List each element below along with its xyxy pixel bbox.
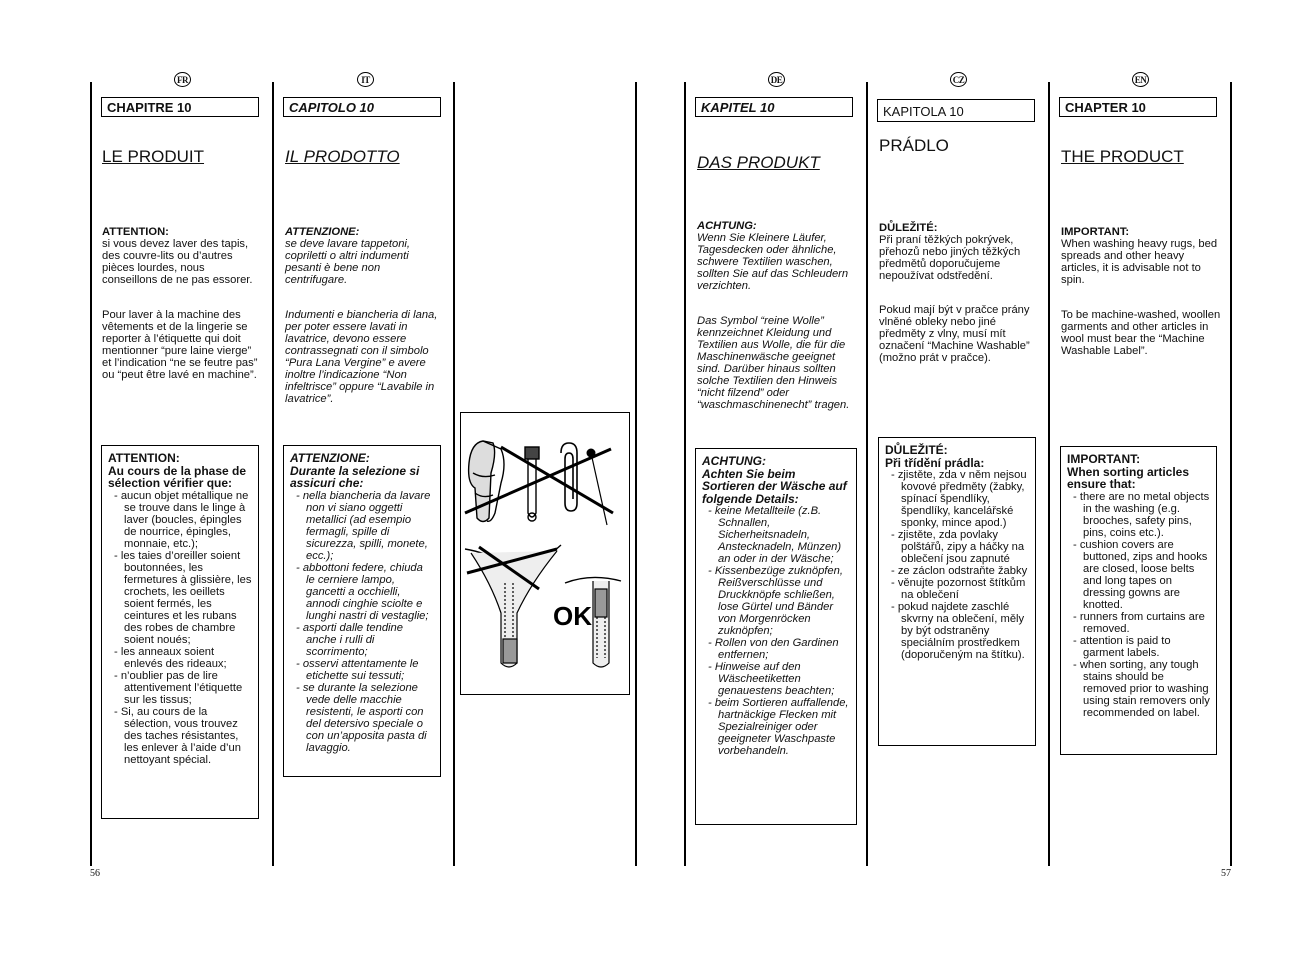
box-heading: ATTENZIONE: Durante la selezione si assicuri che: [290, 451, 420, 490]
sorting-warning-box [878, 437, 1036, 746]
column-divider [272, 82, 274, 866]
sorting-illustration [460, 412, 630, 695]
list-item: - zjistěte, zda v něm nejsou kovové předměty (žabky, spínací špendlíky, špendlíky, kancelářské sponky, mince apod.) [891, 469, 1027, 529]
chapter-heading: CHAPTER 10 [1059, 97, 1217, 117]
column-divider [635, 82, 637, 866]
wool-paragraph [102, 309, 262, 381]
sorting-warning-box [1060, 446, 1217, 755]
wool-text: Pour laver à la machine des vêtements et de la lingerie se reporter à l’étiquette qui doit mentionner “pure laine vierge” et l’indication “ne se feutre pas” ou “peut être lavé en machine”. [102, 309, 258, 381]
checklist [702, 505, 850, 757]
checklist [108, 490, 252, 766]
checklist [885, 469, 1029, 661]
chapter-heading: CHAPITRE 10 [101, 97, 259, 117]
list-item: - when sorting, any tough stains should be removed prior to washing using stain removers only recommended on label. [1073, 658, 1210, 719]
attention-text: Při praní těžkých pokrývek, přehozů nebo jiných těžkých předmětů doporučujeme nepoužívat odstředění. [879, 234, 1021, 282]
column-divider [90, 82, 92, 866]
checklist [1067, 491, 1210, 719]
language-badge-cz: CZ [950, 72, 967, 87]
column-divider [866, 82, 868, 866]
list-item: - attention is paid to garment labels. [1073, 634, 1171, 659]
attention-heading: ACHTUNG: [697, 220, 757, 232]
wool-text: To be machine-washed, woollen garments and other articles in wool must bear the “Machine Washable Label”. [1061, 309, 1221, 357]
wool-text: Das Symbol “reine Wolle” kennzeichnet Kleidung und Textilien aus Wolle, die für die Maschinenwäsche geeignet sind. Darüber hinaus sollten solche Textilien den Hinweis “nicht filzend” oder “waschmaschinenecht” tragen. [697, 315, 850, 411]
attention-text: When washing heavy rugs, bed spreads and other heavy articles, it is advisable not to spin. [1061, 238, 1218, 286]
column-divider [1048, 82, 1050, 866]
section-title: LE PRODUIT [102, 147, 205, 166]
list-item: - aucun objet métallique ne se trouve dans le linge à laver (boucles, épingles de nourrice, épingles, monnaie, etc.); [114, 489, 249, 550]
section-title: DAS PRODUKT [697, 153, 820, 172]
section-title: PRÁDLO [879, 136, 949, 155]
wool-paragraph [1061, 309, 1223, 357]
open-zipper-icon [465, 545, 561, 667]
metal-objects-illustration [461, 413, 629, 694]
attention-note [697, 220, 857, 292]
list-item: - beim Sortieren auffallende, hartnäckige Flecken mit Spezialreiniger oder geeigneter Waschpaste vorbehandeln. [708, 697, 849, 757]
list-item: - Kissenbezüge zuknöpfen, Reißverschlüsse und Druckknöpfe schließen, lose Gürtel und Bänder von Morgenröcken zuknöpfen; [708, 565, 843, 637]
attention-heading: ATTENTION: [102, 226, 169, 238]
attention-text: Wenn Sie Kleinere Läufer, Tagesdecken oder ähnliche, schwere Textilien waschen, sollten Sie auf das Schleudern verzichten. [697, 232, 849, 292]
checklist [290, 490, 434, 754]
box-heading: ACHTUNG: Achten Sie beim Sortieren der Wäsche auf folgende Details: [702, 454, 847, 506]
list-item: - asporti dalle tendine anche i rulli di scorrimento; [296, 621, 403, 658]
chapter-heading: KAPITOLA 10 [877, 99, 1035, 122]
attention-note [1061, 226, 1223, 286]
language-badge-it: IT [357, 72, 374, 87]
attention-heading: IMPORTANT: [1061, 226, 1130, 238]
ok-label: OK [553, 601, 592, 631]
paper-clip-icon [561, 443, 577, 511]
page-number-left: 56 [90, 868, 100, 879]
attention-note [879, 222, 1041, 282]
attention-heading: DŮLEŽITÉ: [879, 222, 938, 234]
list-item: - ze záclon odstraňte žabky [891, 565, 1028, 577]
list-item: - n’oublier pas de lire attentivement l’étiquette sur les tissus; [114, 669, 243, 706]
wool-paragraph [879, 304, 1039, 364]
list-item: - there are no metal objects in the washing (e.g. brooches, safety pins, pins, coins etc.). [1073, 490, 1210, 539]
list-item: - osservi attentamente le etichette sui tessuti; [296, 657, 419, 682]
list-item: - Hinweise auf den Wäscheetiketten genauestens beachten; [708, 661, 835, 697]
sorting-warning-box [695, 448, 857, 825]
pin-icon [587, 449, 607, 525]
wool-paragraph [285, 309, 443, 405]
list-item: - abbottoni federe, chiuda le cerniere lampo, gancetti a occhielli, annodi cinghie sciolte e lunghi nastri di vestaglie; [296, 561, 429, 622]
attention-note [285, 226, 445, 286]
list-item: - Rollen von den Gardinen entfernen; [708, 637, 839, 661]
wool-paragraph [697, 315, 859, 411]
list-item: - zjistěte, zda povlaky polštářů, zipy a háčky na oblečení jsou zapnuté [891, 529, 1025, 565]
chapter-heading: CAPITOLO 10 [283, 97, 441, 117]
list-item: - věnujte pozornost štítkům na oblečení [891, 577, 1026, 601]
attention-heading: ATTENZIONE: [285, 226, 360, 238]
column-divider [453, 82, 455, 866]
box-heading: ATTENTION: Au cours de la phase de sélection vérifier que: [108, 451, 247, 490]
list-item: - keine Metallteile (z.B. Schnallen, Sicherheitsnadeln, Anstecknadeln, Münzen) an oder in der Wäsche; [708, 505, 842, 565]
list-item: - pokud najdete zaschlé skvrny na oblečení, měly by být odstraněny speciálním prostředkem (doporučeným na štítku). [891, 601, 1025, 661]
list-item: - les taies d’oreiller soient boutonnées, les fermetures à glissière, les crochets, les oeillets soient fermés, les ceintures et les rubans des robes de chambre soient noués; [114, 549, 252, 646]
chapter-heading: KAPITEL 10 [695, 97, 853, 117]
list-item: - runners from curtains are removed. [1073, 610, 1205, 635]
page-number-right: 57 [1221, 868, 1231, 879]
section-title: IL PRODOTTO [285, 147, 400, 166]
list-item: - Si, au cours de la sélection, vous trouvez des taches résistantes, les enlever à l’aide d’un nettoyant spécial. [114, 705, 241, 766]
wool-text: Pokud mají být v pračce prány vlněné obleky nebo jiné předměty z vlny, musí mít označení “Machine Washable” (možno prát v pračce). [879, 304, 1030, 364]
sorting-warning-box [283, 445, 441, 777]
list-item: - les anneaux soient enlevés des rideaux; [114, 645, 227, 670]
section-title: THE PRODUCT [1061, 147, 1184, 166]
language-badge-de: DE [768, 72, 785, 87]
box-heading: DŮLEŽITÉ: Při třídění prádla: [885, 443, 985, 470]
box-heading: IMPORTANT: When sorting articles ensure that: [1067, 452, 1190, 491]
language-badge-en: EN [1132, 72, 1149, 87]
list-item: - nella biancheria da lavare non vi siano oggetti metallici (ad esempio fermagli, spille di sicurezza, spilli, monete, ecc.); [296, 489, 431, 562]
column-divider [1230, 82, 1232, 866]
list-item: - cushion covers are buttoned, zips and hooks are closed, loose belts and long tapes on dressing gowns are knotted. [1073, 538, 1208, 611]
attention-text: si vous devez laver des tapis, des couvre-lits ou d’autres pièces lourdes, nous conseillons de ne pas essorer. [102, 238, 253, 286]
list-item: - se durante la selezione vede delle macchie resistenti, le asporti con del detersivo speciale o con un’apposita pasta di lavaggio. [296, 681, 427, 754]
wool-text: Indumenti e biancheria di lana, per poter essere lavati in lavatrice, devono essere contrassegnati con il simbolo “Pura Lana Vergine” e avere inoltre l’indicazione “Non infeltrisce” oppure “Lavabile in lavatrice”. [285, 309, 438, 405]
language-badge-fr: FR [174, 72, 191, 87]
attention-text: se deve lavare tappetoni, copriletti o altri indumenti pesanti è bene non centrifugare. [285, 238, 411, 286]
attention-note [102, 226, 262, 286]
sorting-warning-box [101, 445, 259, 819]
column-divider [684, 82, 686, 866]
